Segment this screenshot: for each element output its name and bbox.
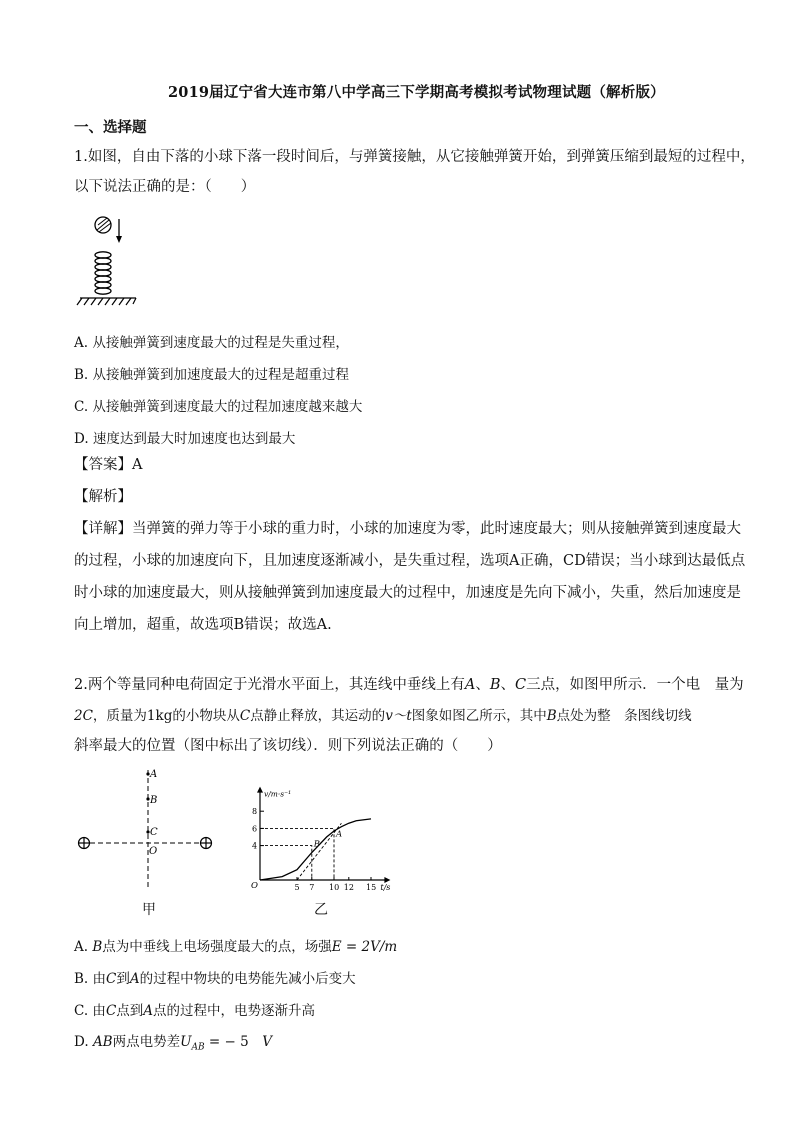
q1-option-c: C. 从接触弹簧到速度最大的过程加速度越来越大	[74, 399, 363, 415]
origin-label: O	[251, 881, 258, 891]
label-b: B	[150, 795, 158, 806]
x-tick-label-5: 5	[294, 883, 300, 892]
label-a: A	[150, 769, 158, 780]
q1-detail-line4: 向上增加，超重，故选项B错误；故选A.	[74, 617, 332, 633]
page-title: 2019届辽宁省大连市第八中学高三下学期高考模拟考试物理试题（解析版）	[168, 84, 665, 101]
vt-chart	[248, 764, 408, 894]
x-tick-label-15: 15	[366, 883, 377, 892]
tangent-line	[297, 823, 341, 880]
figure-jia-caption: 甲	[142, 902, 156, 918]
q2-figure-jia	[72, 764, 222, 894]
y-axis-arrow	[257, 787, 263, 793]
q2-stem-line2: 2C，质量为1kg的小物块从C点静止释放，其运动的v～t图象如图乙所示，其中B点处为整 条图线切线	[74, 708, 692, 724]
point-label-A: A	[336, 829, 343, 840]
x-axis-label: t/s	[380, 883, 391, 892]
figure-yi-caption: 乙	[314, 902, 328, 918]
q2-stem-line3: 斜率最大的位置（图中标出了该切线）．则下列说法正确的（ ）	[74, 738, 502, 754]
q2-option-a: A. B点为中垂线上电场强度最大的点，场强E = 2V/m	[74, 939, 398, 955]
left-charge-icon	[79, 838, 90, 849]
q1-answer: 【答案】A	[74, 457, 143, 473]
guide-A	[260, 828, 334, 880]
q1-stem-line1: 1.如图，自由下落的小球下落一段时间后，与弹簧接触，从它接触弹簧开始，到弹簧压缩到最短的过程中，	[74, 149, 755, 165]
q1-stem-line2: 以下说法正确的是：（ ）	[74, 179, 256, 195]
y-tick-label-4: 4	[252, 841, 258, 851]
q1-detail-line1: 【详解】当弹簧的弹力等于小球的重力时，小球的加速度为零，此时速度最大；则从接触弹簧到速度最大	[74, 521, 741, 537]
q1-option-b: B. 从接触弹簧到加速度最大的过程是超重过程	[74, 367, 350, 383]
x-tick-label-7: 7	[309, 883, 315, 892]
label-o: O	[149, 846, 158, 857]
q1-option-d: D. 速度达到最大时加速度也达到最大	[74, 431, 296, 447]
q1-detail-line2: 的过程，小球的加速度向下，且加速度逐渐减小，是失重过程，选项A正确，CD错误；当小球到达最低点	[74, 553, 746, 569]
y-tick-label-8: 8	[252, 807, 258, 817]
q2-option-d: D. AB两点电势差$U_{AB}$ = − 5 V	[74, 1034, 272, 1053]
x-tick-label-12: 12	[343, 883, 354, 892]
section-heading: 一、选择题	[74, 119, 147, 136]
q2-option-b: B. 由C到A的过程中物块的电势能先减小后变大	[74, 971, 356, 987]
y-axis-label: v/m·s⁻¹	[264, 789, 292, 799]
q2-stem-line1: 2.两个等量同种电荷固定于光滑水平面上，其连线中垂线上有A、B、C三点，如图甲所示．一个电 量为	[74, 677, 744, 693]
spring-icon	[95, 252, 111, 294]
label-c: C	[150, 827, 158, 838]
right-charge-icon	[201, 838, 212, 849]
q1-spring-figure	[74, 212, 144, 312]
ground-icon	[77, 298, 136, 305]
q2-option-c: C. 由C点到A点的过程中，电势逐渐升高	[74, 1003, 316, 1019]
down-arrow-icon	[116, 219, 122, 243]
x-tick-label-10: 10	[329, 883, 340, 892]
ball-icon	[95, 217, 111, 233]
q1-analysis-heading: 【解析】	[74, 489, 132, 505]
q1-option-a: A. 从接触弹簧到速度最大的过程是失重过程，	[74, 335, 349, 351]
y-tick-label-6: 6	[252, 824, 258, 834]
point-label-B: B	[313, 839, 321, 850]
q1-detail-line3: 时小球的加速度最大，则从接触弹簧到加速度最大的过程中，加速度是先向下减小，失重，然后加速度是	[74, 585, 741, 601]
